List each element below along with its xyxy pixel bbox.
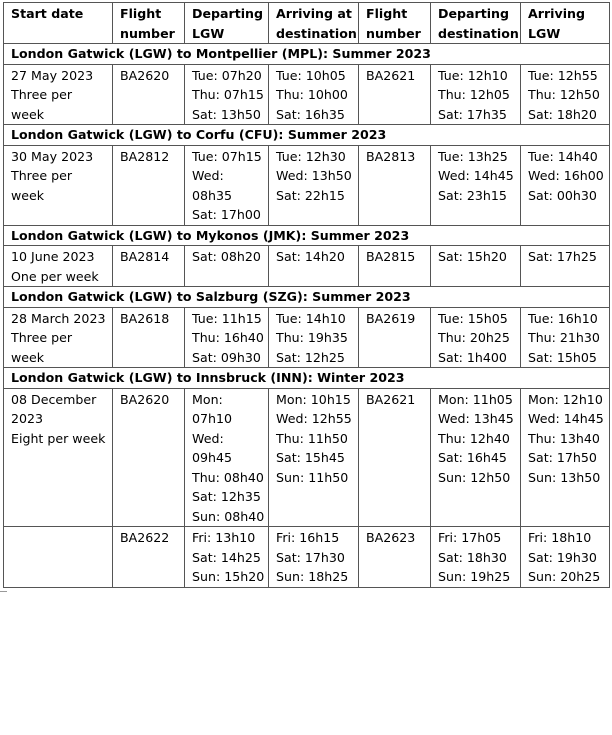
- departing-destination-text: Tue: 15h05: [438, 310, 508, 326]
- return-flight-number: BA2623: [359, 527, 431, 588]
- start-date-text: Three per week: [11, 330, 72, 365]
- arriving-lgw-text: Sun: 13h50: [528, 469, 601, 485]
- route-section-row: [4, 225, 610, 246]
- route-section-row: [4, 368, 610, 389]
- arriving-destination-text: Sat: 15h45: [276, 450, 345, 465]
- departing-lgw-text: Thu: 08h40: [192, 469, 264, 485]
- arriving-lgw-text: Sat: 15h05: [528, 349, 597, 365]
- arriving-destination-cell: [269, 307, 359, 368]
- flight-row: [4, 388, 610, 527]
- departing-destination-text: Tue: 12h10: [438, 67, 508, 83]
- departing-destination-text: Mon: 11h05: [438, 391, 513, 407]
- start-date-text: 10 June 2023: [11, 249, 95, 264]
- return-flight-number: BA2621: [359, 64, 431, 125]
- start-date-text: One per week: [11, 268, 99, 284]
- arriving-lgw-cell: [521, 307, 610, 368]
- arriving-destination-text: Wed: 12h55: [276, 411, 352, 426]
- departing-destination-text: Fri: 17h05: [438, 530, 502, 545]
- arriving-destination-text: Thu: 10h00: [276, 87, 348, 102]
- route-section-title: London Gatwick (LGW) to Montpellier (MPL): Summer 2023: [4, 44, 610, 65]
- arriving-destination-text: Sat: 17h30: [276, 549, 345, 565]
- arriving-lgw-cell: [521, 527, 610, 588]
- return-flight-number: BA2619: [359, 307, 431, 368]
- departing-destination-cell: [431, 527, 521, 588]
- start-date-cell: [4, 527, 113, 588]
- departing-destination-cell: [431, 307, 521, 368]
- arriving-lgw-text: Tue: 12h55: [528, 67, 598, 83]
- arriving-lgw-text: Wed: 16h00: [528, 168, 604, 183]
- route-section-title: London Gatwick (LGW) to Salzburg (SZG): Summer 2023: [4, 287, 610, 308]
- flight-row: [4, 64, 610, 125]
- return-flight-number: BA2621: [359, 388, 431, 527]
- route-section-row: [4, 287, 610, 308]
- start-date-text: Three per week: [11, 87, 72, 122]
- departing-destination-text: Sun: 19h25: [438, 569, 511, 584]
- arriving-destination-cell: [269, 64, 359, 125]
- arriving-lgw-text: Fri: 18h10: [528, 530, 592, 545]
- route-section-title: London Gatwick (LGW) to Corfu (CFU): Summer 2023: [4, 125, 610, 146]
- start-date-text: 08 December 2023: [11, 391, 97, 426]
- header-row: [4, 3, 610, 44]
- arriving-lgw-text: Thu: 21h30: [528, 330, 600, 345]
- return-flight-number: BA2813: [359, 145, 431, 225]
- departing-destination-cell: [431, 145, 521, 225]
- start-date-text: 30 May 2023: [11, 148, 94, 164]
- arriving-destination-text: Tue: 14h10: [276, 310, 346, 326]
- arriving-lgw-text: Thu: 13h40: [528, 430, 600, 446]
- arriving-lgw-text: Sat: 17h25: [528, 249, 597, 264]
- route-section-title: London Gatwick (LGW) to Mykonos (JMK): Summer 2023: [4, 225, 610, 246]
- arriving-destination-text: Thu: 11h50: [276, 430, 348, 446]
- arriving-destination-cell: [269, 145, 359, 225]
- arriving-lgw-text: Thu: 12h50: [528, 87, 600, 102]
- departing-destination-text: Sat: 23h15: [438, 187, 507, 203]
- flight-row: [4, 307, 610, 368]
- arriving-destination-cell: [269, 388, 359, 527]
- start-date-text: 28 March 2023: [11, 310, 106, 326]
- departing-lgw-text: Sat: 08h20: [192, 249, 261, 264]
- departing-lgw-cell: [185, 64, 269, 125]
- departing-destination-cell: [431, 64, 521, 125]
- departing-lgw-text: Thu: 07h15: [192, 87, 264, 102]
- departing-lgw-text: Wed: 09h45: [192, 430, 233, 465]
- departing-lgw-cell: [185, 246, 269, 287]
- departing-lgw-text: Wed: 08h35: [192, 168, 233, 203]
- flight-row: [4, 145, 610, 225]
- arriving-lgw-cell: [521, 246, 610, 287]
- arriving-destination-cell: [269, 246, 359, 287]
- start-date-cell: [4, 307, 113, 368]
- arriving-lgw-text: Mon: 12h10: [528, 391, 603, 407]
- start-date-cell: [4, 388, 113, 527]
- arriving-destination-text: Sat: 14h20: [276, 249, 345, 264]
- departing-destination-text: Tue: 13h25: [438, 148, 508, 164]
- departing-lgw-text: Sat: 09h30: [192, 349, 261, 365]
- outbound-flight-number: BA2620: [113, 64, 185, 125]
- arriving-lgw-cell: [521, 388, 610, 527]
- arriving-lgw-text: Tue: 14h40: [528, 148, 598, 164]
- departing-destination-text: Thu: 12h40: [438, 430, 510, 446]
- arriving-destination-text: Thu: 19h35: [276, 330, 348, 345]
- departing-destination-text: Wed: 14h45: [438, 168, 514, 183]
- departing-destination-cell: [431, 388, 521, 527]
- arriving-lgw-text: Sat: 19h30: [528, 549, 597, 565]
- return-flight-number: BA2815: [359, 246, 431, 287]
- departing-lgw-cell: [185, 307, 269, 368]
- arriving-destination-text: Tue: 10h05: [276, 67, 346, 83]
- schedule-body: [4, 44, 610, 588]
- start-date-text: 27 May 2023: [11, 67, 94, 83]
- departing-lgw-text: Tue: 07h15: [192, 148, 262, 164]
- page-edge-mark: [0, 591, 7, 592]
- departing-lgw-cell: [185, 388, 269, 527]
- departing-lgw-text: Fri: 13h10: [192, 530, 256, 545]
- col-header-start-date: Start date: [4, 3, 113, 44]
- arriving-destination-cell: [269, 527, 359, 588]
- departing-destination-text: Sun: 12h50: [438, 469, 511, 485]
- arriving-destination-text: Fri: 16h15: [276, 530, 340, 545]
- arriving-destination-text: Sat: 22h15: [276, 187, 345, 203]
- departing-lgw-text: Sat: 14h25: [192, 549, 261, 565]
- route-section-row: [4, 44, 610, 65]
- outbound-flight-number: BA2814: [113, 246, 185, 287]
- arriving-destination-text: Sat: 12h25: [276, 349, 345, 365]
- col-header-arriving-lgw: Arriving LGW: [521, 3, 610, 44]
- departing-destination-text: Wed: 13h45: [438, 411, 514, 426]
- route-section-title: London Gatwick (LGW) to Innsbruck (INN): Winter 2023: [4, 368, 610, 389]
- outbound-flight-number: BA2618: [113, 307, 185, 368]
- col-header-flight-number-return: Flight number: [359, 3, 431, 44]
- arriving-destination-text: Wed: 13h50: [276, 168, 352, 183]
- departing-lgw-text: Sat: 17h00: [192, 207, 261, 222]
- departing-lgw-text: Sun: 08h40: [192, 508, 265, 524]
- flight-row: [4, 246, 610, 287]
- departing-destination-text: Sat: 16h45: [438, 450, 507, 465]
- departing-lgw-cell: [185, 145, 269, 225]
- departing-destination-text: Sat: 1h400: [438, 349, 507, 365]
- arriving-lgw-cell: [521, 145, 610, 225]
- arriving-lgw-text: Sat: 00h30: [528, 187, 597, 203]
- col-header-arriving-destination: Arriving at destination: [269, 3, 359, 44]
- departing-lgw-text: Sat: 13h50: [192, 106, 261, 122]
- departing-destination-text: Thu: 12h05: [438, 87, 510, 102]
- arriving-lgw-text: Sat: 18h20: [528, 106, 597, 122]
- arriving-lgw-cell: [521, 64, 610, 125]
- col-header-departing-destination: Departing destination: [431, 3, 521, 44]
- start-date-cell: [4, 64, 113, 125]
- departing-lgw-text: Mon: 07h10: [192, 391, 233, 426]
- arriving-lgw-text: Wed: 14h45: [528, 411, 604, 426]
- route-section-row: [4, 125, 610, 146]
- arriving-lgw-text: Sat: 17h50: [528, 450, 597, 465]
- start-date-text: Three per week: [11, 168, 72, 203]
- col-header-departing-lgw: Departing LGW: [185, 3, 269, 44]
- flight-schedule-table: [3, 2, 610, 588]
- departing-lgw-cell: [185, 527, 269, 588]
- start-date-cell: [4, 145, 113, 225]
- departing-destination-text: Thu: 20h25: [438, 330, 510, 345]
- arriving-lgw-text: Sun: 20h25: [528, 569, 601, 584]
- start-date-text: Eight per week: [11, 430, 106, 446]
- arriving-destination-text: Tue: 12h30: [276, 148, 346, 164]
- arriving-destination-text: Sat: 16h35: [276, 106, 345, 122]
- arriving-lgw-text: Tue: 16h10: [528, 310, 598, 326]
- departing-lgw-text: Thu: 16h40: [192, 330, 264, 345]
- flight-row: [4, 527, 610, 588]
- col-header-flight-number-out: Flight number: [113, 3, 185, 44]
- arriving-destination-text: Mon: 10h15: [276, 391, 351, 407]
- outbound-flight-number: BA2812: [113, 145, 185, 225]
- outbound-flight-number: BA2620: [113, 388, 185, 527]
- departing-lgw-text: Sat: 12h35: [192, 489, 261, 504]
- departing-destination-cell: [431, 246, 521, 287]
- outbound-flight-number: BA2622: [113, 527, 185, 588]
- departing-lgw-text: Tue: 07h20: [192, 67, 262, 83]
- arriving-destination-text: Sun: 11h50: [276, 469, 349, 485]
- start-date-cell: [4, 246, 113, 287]
- departing-destination-text: Sat: 17h35: [438, 106, 507, 122]
- departing-lgw-text: Tue: 11h15: [192, 310, 262, 326]
- departing-lgw-text: Sun: 15h20: [192, 569, 265, 584]
- arriving-destination-text: Sun: 18h25: [276, 569, 349, 584]
- departing-destination-text: Sat: 18h30: [438, 549, 507, 565]
- departing-destination-text: Sat: 15h20: [438, 249, 507, 264]
